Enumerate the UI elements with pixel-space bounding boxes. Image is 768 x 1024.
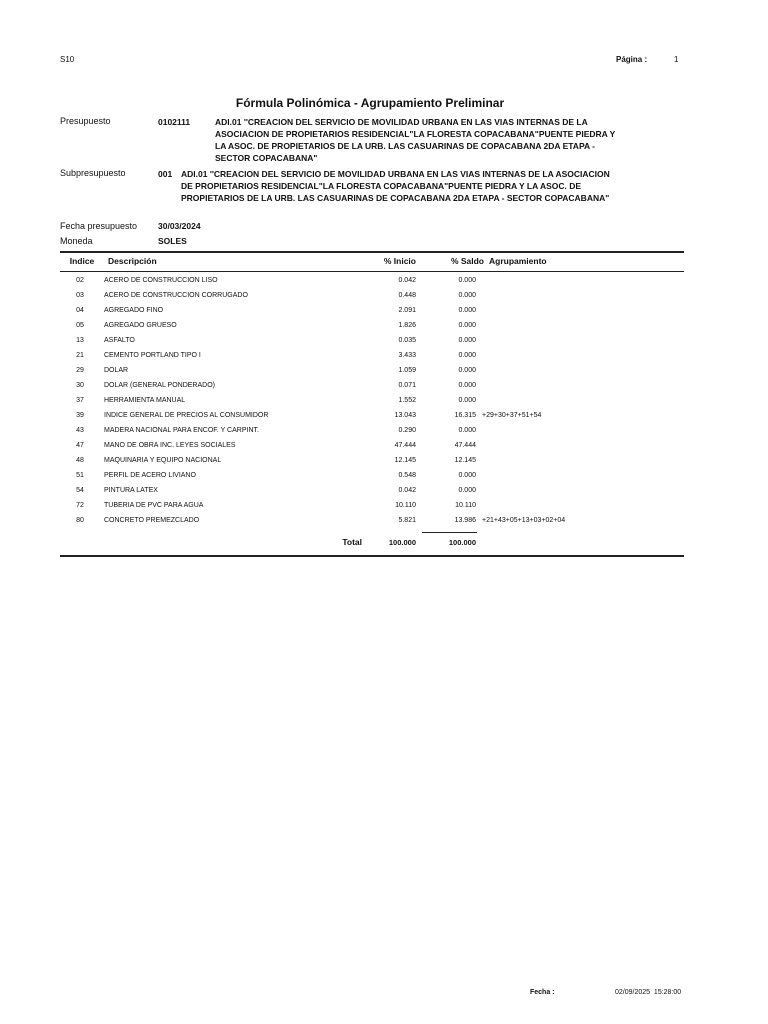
total-inicio: 100.000: [388, 538, 416, 547]
row-inicio: 0.448: [398, 292, 416, 299]
row-saldo: 16.315: [454, 412, 476, 419]
table-row: [0, 319, 768, 334]
row-saldo: 0.000: [458, 322, 476, 329]
table-row: [0, 394, 768, 409]
subpresupuesto-description: ADI.01 ''CREACION DEL SERVICIO DE MOVILIDAD URBANA EN LAS VIAS INTERNAS DE LA ASOCIACION DE PROPIETARIOS RESIDENCIAL"LA FLORESTA COPACABANA"PUENTE PIEDRA Y LA ASOC. DE PROPIETARIOS DE LA URB. LAS CASUARINAS DE COPACABANA 2DA ETAPA - SECTOR COPACABANA": [181, 169, 610, 203]
table-row: [0, 424, 768, 439]
row-saldo: 0.000: [458, 382, 476, 389]
row-indice: 37: [76, 397, 84, 404]
row-inicio: 12.145: [394, 457, 416, 464]
table-header: [0, 256, 768, 270]
row-saldo: 0.000: [458, 487, 476, 494]
total-label: Total: [342, 537, 362, 547]
row-saldo: 0.000: [458, 352, 476, 359]
row-saldo: 0.000: [458, 427, 476, 434]
row-indice: 29: [76, 367, 84, 374]
row-indice: 13: [76, 337, 84, 344]
table-row: [0, 484, 768, 499]
fecha-presupuesto-value: 30/03/2024: [158, 221, 201, 231]
total-saldo: 100.000: [448, 538, 476, 547]
row-inicio: 0.071: [398, 382, 416, 389]
table-row: [0, 439, 768, 454]
row-inicio: 13.043: [394, 412, 416, 419]
table-row: [0, 379, 768, 394]
page-number: 1: [674, 55, 679, 64]
row-inicio: 0.035: [398, 337, 416, 344]
row-saldo: 0.000: [458, 307, 476, 314]
row-indice: 48: [76, 457, 84, 464]
row-indice: 04: [76, 307, 84, 314]
row-indice: 39: [76, 412, 84, 419]
fecha-presupuesto-label: Fecha presupuesto: [60, 221, 138, 231]
row-inicio: 2.091: [398, 307, 416, 314]
row-inicio: 3.433: [398, 352, 416, 359]
row-saldo: 13.986: [454, 517, 476, 524]
presupuesto-code: 0102111: [158, 117, 191, 127]
row-agrupamiento: +29+30+37+51+54: [482, 412, 542, 419]
row-inicio: 0.042: [398, 487, 416, 494]
table-row: [0, 349, 768, 364]
row-indice: 30: [76, 382, 84, 389]
row-indice: 51: [76, 472, 84, 479]
row-saldo: 12.145: [454, 457, 476, 464]
row-inicio: 0.042: [398, 277, 416, 284]
row-descripcion: MANO DE OBRA INC. LEYES SOCIALES: [104, 442, 236, 449]
row-descripcion: AGREGADO GRUESO: [104, 322, 177, 329]
row-inicio: 1.552: [398, 397, 416, 404]
row-saldo: 0.000: [458, 277, 476, 284]
row-descripcion: ACERO DE CONSTRUCCION LISO: [104, 277, 218, 284]
row-descripcion: CONCRETO PREMEZCLADO: [104, 517, 200, 524]
table-row: [0, 454, 768, 469]
row-inicio: 0.548: [398, 472, 416, 479]
header-indice: Indice: [69, 256, 95, 266]
row-descripcion: MAQUINARIA Y EQUIPO NACIONAL: [104, 457, 222, 464]
row-descripcion: PERFIL DE ACERO LIVIANO: [104, 472, 196, 479]
header-saldo: % Saldo: [450, 256, 484, 266]
row-inicio: 1.826: [398, 322, 416, 329]
row-indice: 72: [76, 502, 84, 509]
row-descripcion: PINTURA LATEX: [104, 487, 158, 494]
moneda-value: SOLES: [158, 236, 187, 246]
row-saldo: 0.000: [458, 367, 476, 374]
presupuesto-description: ADI.01 ''CREACION DEL SERVICIO DE MOVILIDAD URBANA EN LAS VIAS INTERNAS DE LA ASOCIACION DE PROPIETARIOS RESIDENCIAL"LA FLORESTA COPACABANA"PUENTE PIEDRA Y LA ASOC. DE PROPIETARIOS DE LA URB. LAS CASUARINAS DE COPACABANA 2DA ETAPA - SECTOR COPACABANA": [215, 117, 616, 163]
row-inicio: 1.059: [398, 367, 416, 374]
page-label: Página :: [616, 55, 648, 64]
total-row: [0, 538, 768, 550]
row-saldo: 0.000: [458, 292, 476, 299]
table-row: [0, 514, 768, 529]
row-saldo: 0.000: [458, 397, 476, 404]
footer-fecha-value: 02/09/2025 15:28:00: [615, 989, 682, 996]
row-inicio: 0.290: [398, 427, 416, 434]
table-header-rule: [60, 271, 684, 272]
table-row: [0, 364, 768, 379]
row-indice: 02: [76, 277, 84, 284]
row-indice: 43: [76, 427, 84, 434]
row-inicio: 5.821: [398, 517, 416, 524]
presupuesto-label: Presupuesto: [60, 116, 111, 126]
table-top-rule: [60, 251, 684, 253]
row-saldo: 0.000: [458, 337, 476, 344]
moneda-label: Moneda: [60, 236, 93, 246]
row-descripcion: MADERA NACIONAL PARA ENCOF. Y CARPINT.: [104, 427, 259, 434]
table-row: [0, 289, 768, 304]
row-indice: 54: [76, 487, 84, 494]
row-descripcion: CEMENTO PORTLAND TIPO I: [104, 352, 201, 359]
row-indice: 03: [76, 292, 84, 299]
table-row: [0, 304, 768, 319]
row-saldo: 10.110: [455, 502, 476, 509]
row-descripcion: TUBERIA DE PVC PARA AGUA: [104, 502, 204, 509]
table-row: [0, 469, 768, 484]
footer-fecha-label: Fecha :: [530, 989, 555, 996]
row-inicio: 10.110: [395, 502, 416, 509]
row-descripcion: AGREGADO FINO: [104, 307, 164, 314]
table-row: [0, 334, 768, 349]
row-descripcion: ACERO DE CONSTRUCCION CORRUGADO: [104, 292, 248, 299]
page-title: Fórmula Polinómica - Agrupamiento Preliminar: [235, 96, 505, 110]
subpresupuesto-label: Subpresupuesto: [60, 168, 126, 178]
row-descripcion: HERRAMIENTA MANUAL: [104, 397, 186, 404]
row-descripcion: DOLAR: [104, 367, 129, 374]
row-indice: 47: [76, 442, 84, 449]
row-agrupamiento: +21+43+05+13+03+02+04: [482, 517, 566, 524]
header-descripcion: Descripción: [108, 256, 157, 266]
row-descripcion: DOLAR (GENERAL PONDERADO): [104, 382, 215, 389]
report-code: S10: [60, 55, 75, 64]
header-agrupamiento: Agrupamiento: [489, 256, 547, 266]
row-inicio: 47.444: [394, 442, 416, 449]
subpresupuesto-code: 001: [158, 169, 173, 179]
table-row: [0, 274, 768, 289]
row-saldo: 0.000: [458, 472, 476, 479]
row-descripcion: INDICE GENERAL DE PRECIOS AL CONSUMIDOR: [104, 412, 269, 419]
row-indice: 80: [76, 517, 84, 524]
row-descripcion: ASFALTO: [104, 337, 135, 344]
total-rule: [422, 532, 477, 533]
header-inicio: % Inicio: [383, 256, 416, 266]
row-saldo: 47.444: [454, 442, 476, 449]
table-row: [0, 499, 768, 514]
row-indice: 21: [76, 352, 84, 359]
table-row: [0, 409, 768, 424]
table-bottom-rule: [60, 555, 684, 557]
row-indice: 05: [76, 322, 84, 329]
